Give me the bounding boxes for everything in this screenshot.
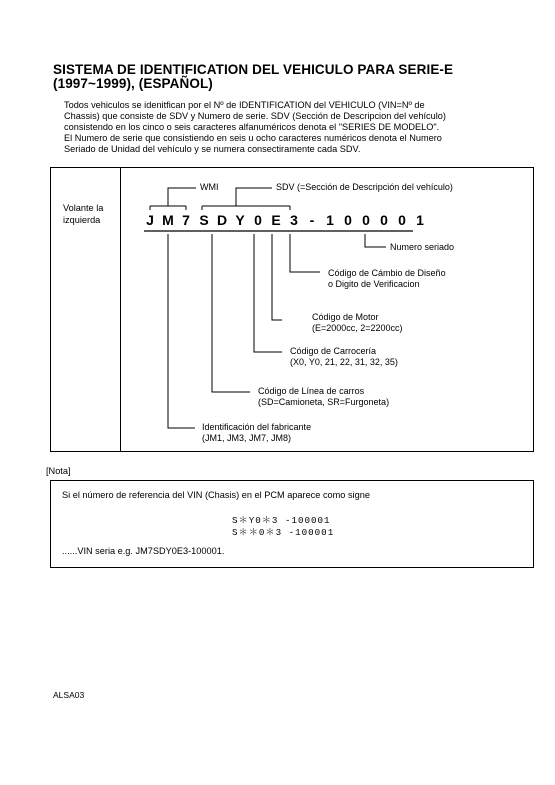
manufacturer-line: Identificación del fabricante xyxy=(202,422,312,432)
side-label-line: izquierda xyxy=(63,215,101,225)
vin-character: 3 xyxy=(290,212,298,228)
design-change-line: o Digito de Verificacion xyxy=(328,279,420,289)
intro-line: El Numero de serie que consistiendo en seis u ocho caracteres numéricos denota el Numero xyxy=(64,133,442,143)
intro-line: Todos vehiculos se idenitfican por el Nº de IDENTIFICATION del VEHICULO (VIN=Nº de xyxy=(64,100,425,110)
vin-character: M xyxy=(162,212,174,228)
vin-character: J xyxy=(146,212,154,228)
footer-code: ALSA03 xyxy=(53,690,85,700)
serial-number-label: Numero seriado xyxy=(390,242,455,252)
side-label-line: Volante la xyxy=(63,203,104,213)
vin-character: 0 xyxy=(362,212,370,228)
body-code-label xyxy=(290,346,398,368)
manufacturer-line: (JM1, JM3, JM7, JM8) xyxy=(202,433,292,443)
note-code-2: S＊＊0＊3 -100001 xyxy=(232,527,335,538)
intro-line: consistendo en los cinco o seis caracteres alfanuméricos denota el "SERIES DE MODELO". xyxy=(64,122,440,132)
note-code-1: S＊Y0＊3 -100001 xyxy=(232,515,331,526)
vin-character: 7 xyxy=(182,212,190,228)
note-text: Si el número de referencia del VIN (Chasis) en el PCM aparece como signe xyxy=(62,490,370,500)
intro-line: Chassis) que consiste de SDV y Numero de serie. SDV (Sección de Descripcion del vehículo) xyxy=(64,111,446,121)
vin-character: - xyxy=(309,212,315,228)
design-change-label xyxy=(328,268,446,290)
sdv-label: SDV (=Sección de Descripción del vehículo) xyxy=(276,182,453,192)
title-line-2: (1997~1999), (ESPAÑOL) xyxy=(53,76,213,91)
vin-character: 0 xyxy=(254,212,262,228)
title-line-1: SISTEMA DE IDENTIFICATION DEL VEHICULO PARA SERIE-E xyxy=(53,62,454,77)
vin-character: 1 xyxy=(416,212,424,228)
body-code-line: (X0, Y0, 21, 22, 31, 32, 35) xyxy=(290,357,398,367)
engine-code-line: (E=2000cc, 2=2200cc) xyxy=(312,323,403,333)
wmi-label: WMI xyxy=(200,182,219,192)
vin-character: S xyxy=(199,212,209,228)
note-label: [Nota] xyxy=(46,466,71,476)
engine-code-label xyxy=(312,312,403,334)
design-change-line: Código de Cámbio de Diseño xyxy=(328,268,446,278)
vin-character: 0 xyxy=(398,212,406,228)
car-line-label xyxy=(258,386,389,408)
manufacturer-label xyxy=(202,422,311,444)
note-example: ......VIN seria e.g. JM7SDY0E3-100001. xyxy=(62,546,225,556)
vin-character: E xyxy=(271,212,281,228)
body-code-line: Código de Carrocería xyxy=(290,346,377,356)
vin-character: Y xyxy=(235,212,245,228)
car-line-line: (SD=Camioneta, SR=Furgoneta) xyxy=(258,397,390,407)
engine-code-line: Código de Motor xyxy=(312,312,379,322)
intro-line: Seriado de Unidad del vehículo y se numera consectiramente cada SDV. xyxy=(64,144,361,154)
vin-character: 0 xyxy=(380,212,388,228)
vin-character: 0 xyxy=(344,212,352,228)
vin-character: D xyxy=(216,212,228,228)
car-line-line: Código de Línea de carros xyxy=(258,386,365,396)
vin-character: 1 xyxy=(326,212,334,228)
